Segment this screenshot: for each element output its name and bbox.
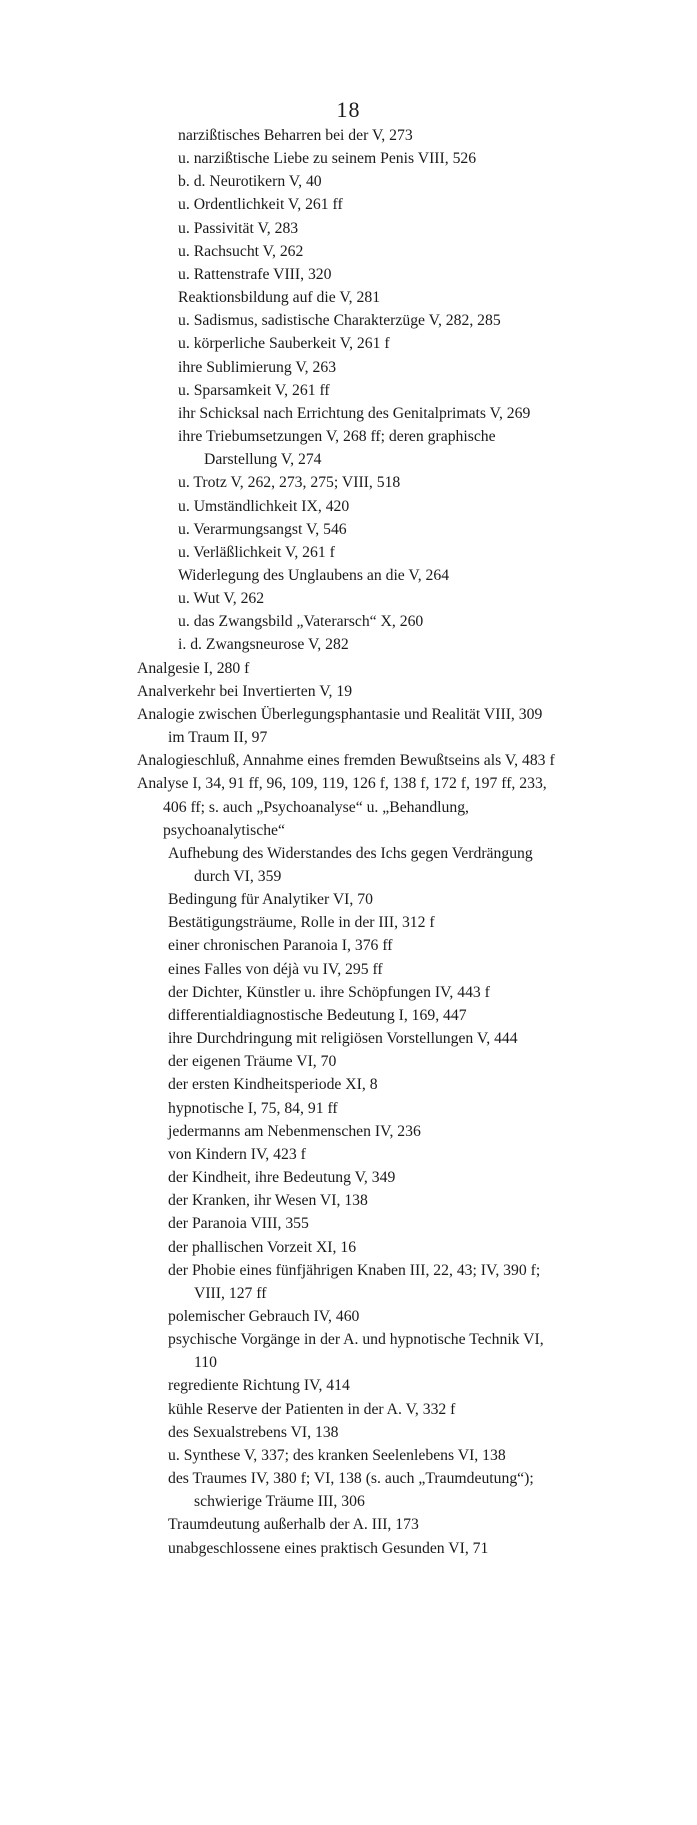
index-subentry: der phallischen Vorzeit XI, 16 — [168, 1238, 357, 1256]
index-subentry: differentialdiagnostische Bedeutung I, 169, 447 — [168, 1006, 467, 1024]
index-subentry: von Kindern IV, 423 f — [168, 1145, 306, 1163]
index-subentry: ihre Sublimierung V, 263 — [178, 358, 337, 376]
index-subentry: eines Falles von déjà vu IV, 295 ff — [168, 960, 383, 978]
index-subentry: der ersten Kindheitsperiode XI, 8 — [168, 1076, 378, 1094]
index-subentry: der Paranoia VIII, 355 — [168, 1215, 309, 1233]
index-subentry: psychische Vorgänge in der A. und hypnotische Technik VI, 110 — [168, 1331, 544, 1372]
index-subentry: u. Ordentlichkeit V, 261 ff — [178, 196, 343, 214]
index-subentry: der Dichter, Künstler u. ihre Schöpfungen IV, 443 f — [168, 983, 490, 1001]
index-subentry: Reaktionsbildung auf die V, 281 — [178, 289, 381, 307]
index-subentry: u. Rachsucht V, 262 — [178, 242, 304, 260]
index-subentry: u. das Zwangsbild „Vaterarsch“ X, 260 — [178, 613, 424, 631]
index-subentry: Widerlegung des Unglaubens an die V, 264 — [178, 566, 450, 584]
index-subentry: ihre Durchdringung mit religiösen Vorstellungen V, 444 — [168, 1030, 518, 1048]
index-subentry: Aufhebung des Widerstandes des Ichs gegen Verdrängung durch VI, 359 — [168, 844, 533, 885]
index-subentry: jedermanns am Nebenmenschen IV, 236 — [168, 1122, 421, 1140]
index-subentry: des Sexualstrebens VI, 138 — [168, 1423, 339, 1441]
index-column — [137, 124, 564, 1560]
index-subentry: u. Synthese V, 337; des kranken Seelenlebens VI, 138 — [168, 1446, 506, 1464]
index-entry-main: Analyse I, 34, 91 ff, 96, 109, 119, 126 f, 138 f, 172 f, 197 ff, 233, 406 ff; s. auch „Psychoanalyse“ u. „Behandlung, psychoanalytische“ — [137, 775, 547, 839]
index-subentry: im Traum II, 97 — [168, 729, 268, 747]
index-subentry: der eigenen Träume VI, 70 — [168, 1053, 337, 1071]
index-subentry: u. Wut V, 262 — [178, 590, 265, 608]
index-subentry: polemischer Gebrauch IV, 460 — [168, 1307, 360, 1325]
index-entry-main: Analogie zwischen Überlegungsphantasie und Realität VIII, 309 — [137, 705, 543, 723]
index-subentry: b. d. Neurotikern V, 40 — [178, 173, 322, 191]
index-subentry: Bestätigungsträume, Rolle in der III, 312 f — [168, 914, 435, 932]
index-subentry: der Kindheit, ihre Bedeutung V, 349 — [168, 1169, 396, 1187]
index-subentry: u. Sparsamkeit V, 261 ff — [178, 381, 330, 399]
index-subentry: der Phobie eines fünfjährigen Knaben III, 22, 43; IV, 390 f; VIII, 127 ff — [168, 1261, 541, 1302]
index-subentry: unabgeschlossene eines praktisch Gesunden VI, 71 — [168, 1539, 489, 1557]
index-subentry: Bedingung für Analytiker VI, 70 — [168, 891, 373, 909]
index-subentry: u. Umständlichkeit IX, 420 — [178, 497, 350, 515]
index-subentry: der Kranken, ihr Wesen VI, 138 — [168, 1192, 368, 1210]
index-subentry: u. Passivität V, 283 — [178, 219, 299, 237]
index-entry-main: Analgesie I, 280 f — [137, 659, 250, 677]
index-subentry: u. Verläßlichkeit V, 261 f — [178, 543, 335, 561]
index-subentry: u. Rattenstrafe VIII, 320 — [178, 265, 332, 283]
index-subentry: Traumdeutung außerhalb der A. III, 173 — [168, 1516, 419, 1534]
index-subentry: einer chronischen Paranoia I, 376 ff — [168, 937, 393, 955]
index-subentry: u. narzißtische Liebe zu seinem Penis VIII, 526 — [178, 150, 477, 168]
index-subentry: u. Trotz V, 262, 273, 275; VIII, 518 — [178, 474, 401, 492]
index-subentry: narzißtisches Beharren bei der V, 273 — [178, 127, 413, 144]
index-subentry: u. körperliche Sauberkeit V, 261 f — [178, 335, 390, 353]
index-subentry: ihre Triebumsetzungen V, 268 ff; deren graphische Darstellung V, 274 — [178, 428, 496, 469]
index-subentry: u. Sadismus, sadistische Charakterzüge V, 282, 285 — [178, 312, 501, 330]
index-subentry: ihr Schicksal nach Errichtung des Genitalprimats V, 269 — [178, 404, 531, 422]
index-subentry: u. Verarmungsangst V, 546 — [178, 520, 347, 538]
index-entry-main: Analogieschluß, Annahme eines fremden Bewußtseins als V, 483 f — [137, 752, 555, 770]
index-subentry: des Traumes IV, 380 f; VI, 138 (s. auch „Traumdeutung“); schwierige Träume III, 306 — [168, 1470, 534, 1511]
index-subentry: kühle Reserve der Patienten in der A. V, 332 f — [168, 1400, 456, 1418]
index-subentry: i. d. Zwangsneurose V, 282 — [178, 636, 349, 654]
page-number: 18 — [336, 97, 361, 122]
index-subentry: regrediente Richtung IV, 414 — [168, 1377, 350, 1395]
index-entry-main: Analverkehr bei Invertierten V, 19 — [137, 682, 353, 700]
index-subentry: hypnotische I, 75, 84, 91 ff — [168, 1099, 338, 1117]
